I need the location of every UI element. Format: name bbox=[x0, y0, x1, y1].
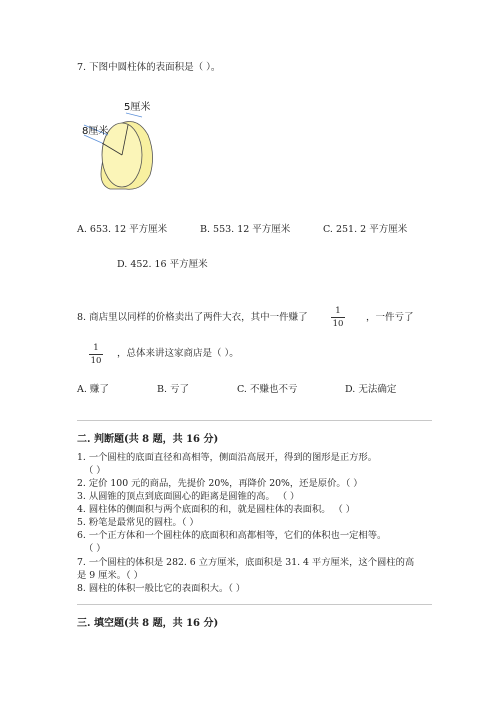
section-divider-2 bbox=[77, 420, 432, 421]
q8-option-d: D. 无法确定 bbox=[345, 384, 397, 395]
section-divider-3 bbox=[77, 604, 432, 605]
fraction-2-den: 10 bbox=[90, 356, 102, 366]
q7-option-d: D. 452. 16 平方厘米 bbox=[117, 259, 208, 270]
figure-label-left: 8厘米 bbox=[82, 126, 109, 137]
question-8-part1: 8. 商店里以同样的价格卖出了两件大衣，其中一件赚了 bbox=[77, 312, 308, 323]
fraction-1-bar bbox=[331, 317, 345, 318]
q7-option-b: B. 553. 12 平方厘米 bbox=[200, 224, 291, 235]
fraction-1 bbox=[331, 306, 345, 329]
q7-option-c: C. 251. 2 平方厘米 bbox=[323, 224, 408, 235]
q7-option-a: A. 653. 12 平方厘米 bbox=[77, 224, 168, 235]
q8-option-a: A. 赚了 bbox=[77, 384, 109, 395]
judge-item-6: 6. 一个正方体和一个圆柱体的底面积和高都相等，它们的体积也一定相等。 bbox=[77, 530, 387, 541]
question-8-part2: ，一件亏了 bbox=[366, 312, 414, 323]
q8-option-c: C. 不赚也不亏 bbox=[237, 384, 298, 395]
judge-item-8: 8. 圆柱的体积一般比它的表面积大。（ ） bbox=[77, 583, 246, 594]
judge-item-2: 2. 定价 100 元的商品，先提价 20%，再降价 20%，还是原价。（ ） bbox=[77, 478, 363, 489]
section-2-heading: 二. 判断题(共 8 题，共 16 分) bbox=[77, 434, 219, 445]
fraction-2 bbox=[89, 343, 103, 366]
question-8-part3: ，总体来讲这家商店是（ ）。 bbox=[117, 348, 239, 359]
q8-option-b: B. 亏了 bbox=[157, 384, 190, 395]
fraction-1-den: 10 bbox=[332, 319, 344, 329]
question-7-stem: 7. 下图中圆柱体的表面积是（ ）。 bbox=[77, 62, 221, 73]
judge-item-5: 5. 粉笔是最常见的圆柱。（ ） bbox=[77, 517, 199, 528]
judge-item-7: 7. 一个圆柱的体积是 282. 6 立方厘米，底面积是 31. 4 平方厘米，这个圆柱的高 bbox=[77, 557, 415, 568]
fraction-1-num: 1 bbox=[335, 306, 341, 316]
section-3-heading: 三. 填空题(共 8 题，共 16 分) bbox=[77, 618, 219, 629]
judge-item-7-cont: 是 9 厘米。（ ） bbox=[77, 570, 143, 581]
judge-item-1-bracket: （ ） bbox=[84, 465, 106, 476]
judge-item-3: 3. 从圆锥的顶点到底面圆心的距离是圆锥的高。 （ ） bbox=[77, 491, 300, 502]
fraction-2-bar bbox=[89, 354, 103, 355]
judge-item-6-bracket: （ ） bbox=[84, 543, 106, 554]
judge-item-1: 1. 一个圆柱的底面直径和高相等，侧面沿高展开，得到的图形是正方形。 bbox=[77, 452, 378, 463]
judge-item-4: 4. 圆柱体的侧面积与两个底面积的和，就是圆柱体的表面积。 （ ） bbox=[77, 504, 356, 515]
figure-label-top: 5厘米 bbox=[124, 102, 151, 113]
fraction-2-num: 1 bbox=[93, 343, 99, 353]
cylinder-figure bbox=[80, 95, 170, 195]
